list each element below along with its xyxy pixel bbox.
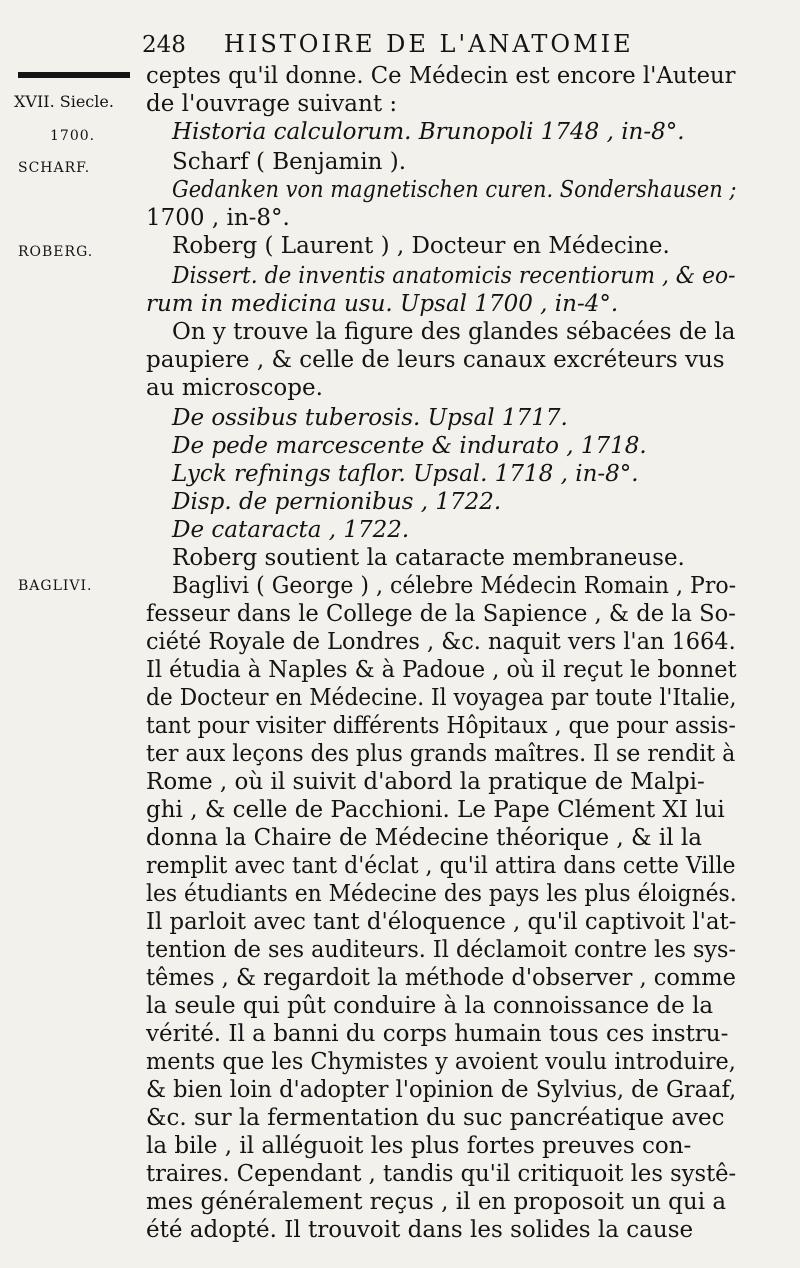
text-line: rum in medicina usu. Upsal 1700 , in-4°. [146,291,619,317]
margin-note-baglivi: BAGLIVI. [18,578,93,594]
text-line: Scharf ( Benjamin ). [172,149,407,175]
margin-note-century: XVII. Siecle. [14,92,114,111]
text-line: ceptes qu'il donne. Ce Médecin est encore l'Auteur [146,63,736,89]
running-header [142,30,762,58]
text-line: la seule qui pût conduire à la connoissance de la [146,993,714,1019]
text-line: Dissert. de inventis anatomicis recentiorum , & eo- [172,263,736,289]
text-line: au microscope. [146,375,323,401]
text-line: ghi , & celle de Pacchioni. Le Pape Clément XI lui [146,797,725,823]
text-line: tant pour visiter différents Hôpitaux , que pour assis- [146,713,736,739]
page-number: 248 [142,32,186,58]
text-line: de Docteur en Médecine. Il voyagea par toute l'Italie, [146,685,737,711]
margin-note-scharf: SCHARF. [18,160,91,176]
text-line: mes généralement reçus , il en proposoit un qui a [146,1189,727,1215]
text-line: Gedanken von magnetischen curen. Sondershausen ; [172,177,737,203]
text-line: Roberg soutient la cataracte membraneuse. [172,545,685,571]
text-line: tention de ses auditeurs. Il déclamoit contre les sys- [146,937,736,963]
running-title: HISTOIRE DE L'ANATOMIE [223,30,634,58]
text-line: paupiere , & celle de leurs canaux excréteurs vus [146,347,725,373]
text-line: remplit avec tant d'éclat , qu'il attira dans cette Ville [146,853,736,879]
text-line: fesseur dans le College de la Sapience , & de la So- [146,601,736,627]
text-line: ciété Royale de Londres , &c. naquit vers l'an 1664. [146,629,736,655]
text-line: Rome , où il suivit d'abord la pratique de Malpi- [146,769,705,795]
text-line: Lyck refnings taflor. Upsal. 1718 , in-8°. [172,461,639,487]
text-line: &c. sur la fermentation du suc pancréatique avec [146,1105,725,1131]
text-line: De cataracta , 1722. [172,517,410,543]
text-line: été adopté. Il trouvoit dans les solides la cause [146,1217,694,1243]
text-line: Roberg ( Laurent ) , Docteur en Médecine. [172,233,670,259]
text-line: têmes , & regardoit la méthode d'observer , comme [146,965,736,991]
margin-rule [18,72,130,78]
text-line: Disp. de pernionibus , 1722. [172,489,502,515]
text-line: De pede marcescente & indurato , 1718. [172,433,647,459]
text-line: 1700 , in-8°. [146,205,290,231]
text-line: On y trouve la figure des glandes sébacées de la [172,319,736,345]
text-line: de l'ouvrage suivant : [146,91,398,117]
text-line: donna la Chaire de Médecine théorique , & il la [146,825,702,851]
text-line: Il étudia à Naples & à Padoue , où il reçut le bonnet [146,657,737,683]
margin-note-roberg: ROBERG. [18,244,94,260]
text-line: vérité. Il a banni du corps humain tous ces instru- [146,1021,729,1047]
text-line: & bien loin d'adopter l'opinion de Sylvius, de Graaf, [146,1077,737,1103]
text-line: De ossibus tuberosis. Upsal 1717. [172,405,568,431]
text-line: ter aux leçons des plus grands maîtres. Il se rendit à [146,741,736,767]
text-line: Il parloit avec tant d'éloquence , qu'il captivoit l'at- [146,909,737,935]
text-line: les étudiants en Médecine des pays les plus éloignés. [146,881,737,907]
text-line: ments que les Chymistes y avoient voulu introduire, [146,1049,736,1075]
text-line: Historia calculorum. Brunopoli 1748 , in-8°. [172,119,685,145]
text-line: la bile , il alléguoit les plus fortes preuves con- [146,1133,692,1159]
text-line: Baglivi ( George ) , célebre Médecin Romain , Pro- [172,573,737,599]
text-line: traires. Cependant , tandis qu'il critiquoit les systê- [146,1161,737,1187]
margin-note-year: 1700. [50,128,96,144]
